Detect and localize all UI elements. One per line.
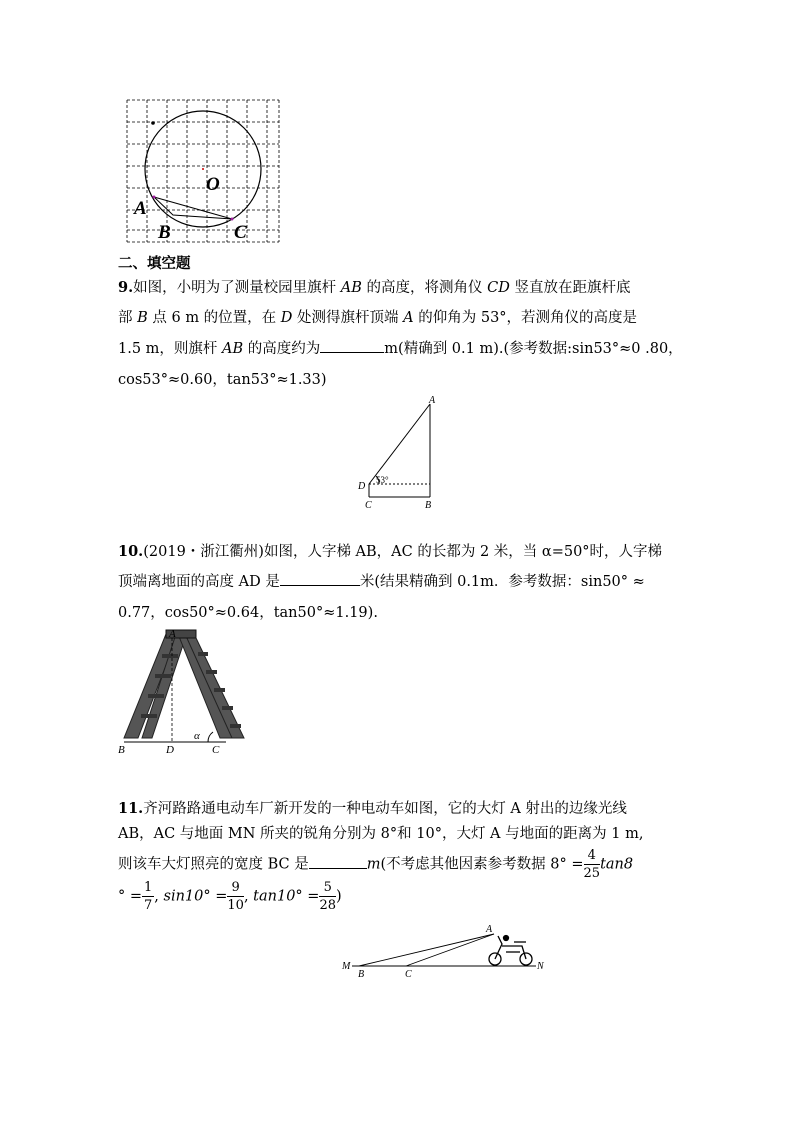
ladder-figure — [114, 626, 254, 758]
q11-answer-blank[interactable] — [309, 855, 367, 869]
section-title: 二、填空题 — [118, 256, 191, 272]
q11-line-1: 11.齐河路路通电动车厂新开发的一种电动车如图，它的大灯 A 射出的边缘光线 — [118, 800, 627, 817]
fig9-label-b: B — [425, 500, 432, 511]
q11-number: 11. — [118, 800, 144, 817]
fig11-label-b: B — [358, 969, 365, 980]
q10-line-1: 10.(2019・浙江衢州)如图，人字梯 AB，AC 的长都为 2 米，当 α=50°时，人字梯 — [118, 543, 663, 560]
fig9-label-a: A — [429, 395, 436, 406]
fraction-9-10: $\frac{9}{10}$ — [227, 880, 244, 913]
grid-dot — [151, 121, 155, 125]
q10-line-2: 顶端离地面的高度 AD 是 米(结果精确到 0.1m．参考数据：sin50° ≈ — [118, 574, 645, 590]
flagpole-figure — [352, 392, 452, 514]
triangle-abc — [154, 197, 232, 219]
q9-line-4: cos53°≈0.60，tan53°≈1.33) — [118, 372, 327, 388]
center-point — [202, 168, 204, 170]
fig11-label-m: M — [342, 961, 351, 972]
fig11-label-a: A — [486, 924, 493, 935]
q10-number: 10. — [118, 543, 144, 560]
fig11-label-c: C — [405, 969, 412, 980]
fig9-label-c: C — [365, 500, 372, 511]
q11-line-4: ° = $\frac{1}{7}$ , sin10° = $\frac{9}{10}$ , tan10° = $\frac{5}{28}$ ) — [118, 880, 342, 913]
sight-line — [369, 404, 430, 484]
q9-line-1: 9.如图，小明为了测量校园里旗杆 AB 的高度，将测角仪 CD 竖直放在距旗杆底 — [118, 279, 631, 296]
fraction-5-28: $\frac{5}{28}$ — [319, 880, 336, 913]
q9-line-3: 1.5 m，则旗杆 AB 的高度约为 m(精确到 0.1 m).(参考数据:sin53°≈0 .80， — [118, 341, 683, 357]
q9-line-2: 部 B 点 6 m 的位置，在 D 处测得旗杆顶端 A 的仰角为 53°，若测角仪的高度是 — [118, 310, 638, 326]
q11-line-3: 则该车大灯照亮的宽度 BC 是 m(不考虑其他因素参考数据 8° = $\frac{4}{25}$ tan8 — [118, 848, 634, 881]
q10-line-3: 0.77，cos50°≈0.64，tan50°≈1.19). — [118, 605, 378, 621]
q9-number: 9. — [118, 279, 134, 296]
fig11-label-n: N — [537, 961, 544, 972]
fig9-angle-label: 53° — [376, 475, 389, 485]
fig10-label-c: C — [212, 744, 220, 756]
q11-line-2: AB，AC 与地面 MN 所夹的锐角分别为 8°和 10°，大灯 A 与地面的距离为 1 m, — [118, 826, 644, 842]
label-b: B — [158, 222, 171, 243]
grid-circle-figure — [118, 96, 288, 248]
alpha-arc — [208, 732, 213, 742]
fraction-4-25: $\frac{4}{25}$ — [583, 848, 601, 881]
light-ray-ac — [406, 934, 494, 966]
label-o: O — [206, 174, 220, 195]
fig10-label-alpha: α — [194, 730, 200, 742]
ebike-icon — [489, 936, 532, 966]
fig10-label-b: B — [118, 744, 125, 756]
label-a: A — [134, 198, 147, 219]
fig10-label-a: A — [169, 628, 176, 640]
label-c: C — [234, 222, 247, 243]
q10-answer-blank[interactable] — [280, 572, 360, 586]
fig9-label-d: D — [358, 481, 366, 492]
q9-answer-blank[interactable] — [320, 339, 384, 353]
ebike-figure — [340, 922, 550, 980]
dashed-grid — [127, 100, 279, 242]
light-ray-ab — [359, 934, 494, 966]
fig10-label-d: D — [166, 744, 174, 756]
fraction-1-7: $\frac{1}{7}$ — [144, 880, 153, 913]
